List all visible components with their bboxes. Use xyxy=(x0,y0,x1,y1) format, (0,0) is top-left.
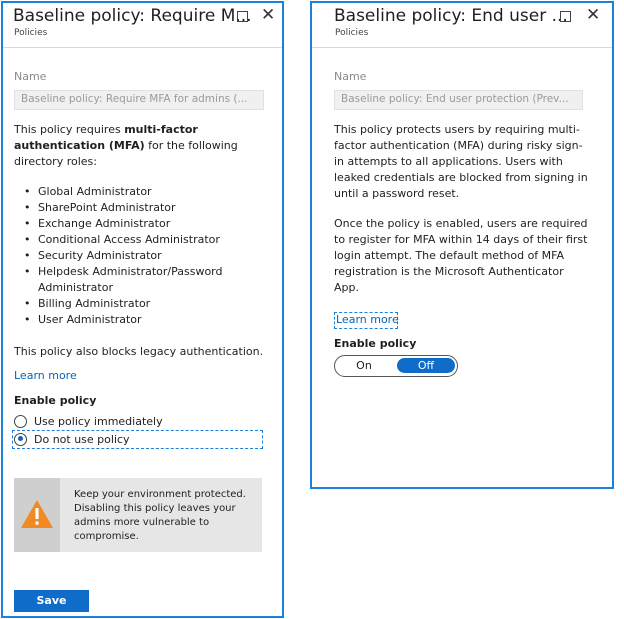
maximize-icon[interactable] xyxy=(237,11,248,22)
learn-more-link[interactable]: Learn more xyxy=(336,313,399,326)
toggle-off-option[interactable]: Off xyxy=(397,358,455,373)
name-field: Baseline policy: Require MFA for admins (... xyxy=(14,90,264,110)
radio-do-not-use-policy[interactable] xyxy=(14,430,130,448)
panel-header xyxy=(3,3,282,48)
panel-header xyxy=(312,3,612,48)
right-policy-panel xyxy=(310,1,614,489)
enable-policy-label: Enable policy xyxy=(14,394,97,407)
warning-text: Keep your environment protected. Disabling this policy leaves your admins more vulnerable to compromise. xyxy=(74,489,246,542)
name-label: Name xyxy=(14,70,47,83)
warning-icon-area xyxy=(14,478,60,552)
desc-bold-text: multi-factor authentication (MFA) xyxy=(14,123,198,152)
name-field: Baseline policy: End user protection (Prev... xyxy=(334,90,583,110)
enable-policy-toggle[interactable] xyxy=(334,355,458,377)
list-item: • User Administrator xyxy=(14,312,244,328)
desc-text-end: for the following directory roles: xyxy=(14,139,238,168)
list-item: • Global Administrator xyxy=(14,184,244,200)
list-item: • Helpdesk Administrator/Password Administrator xyxy=(14,264,244,296)
policy-registration-text: Once the policy is enabled, users are required to register for MFA within 14 days of their first login attempt. The default method of MFA registration is the Microsoft Authenticator App. xyxy=(334,217,588,294)
enable-policy-label: Enable policy xyxy=(334,337,417,350)
learn-more-link[interactable]: Learn more xyxy=(14,369,77,382)
panel-title: Baseline policy: Require M... xyxy=(13,6,252,26)
maximize-icon[interactable] xyxy=(560,11,571,22)
radio-button[interactable] xyxy=(14,415,27,428)
panel-title: Baseline policy: End user ... xyxy=(334,6,568,26)
radio-label: Do not use policy xyxy=(34,432,130,446)
radio-label: Use policy immediately xyxy=(34,414,163,428)
close-icon[interactable]: ✕ xyxy=(261,5,276,25)
panel-subtitle: Policies xyxy=(335,28,369,38)
warning-icon xyxy=(20,499,54,529)
radio-button-selected[interactable] xyxy=(14,433,27,446)
legacy-auth-text: This policy also blocks legacy authentication. xyxy=(14,345,264,358)
left-policy-panel xyxy=(1,1,284,618)
name-label: Name xyxy=(334,70,367,83)
close-icon[interactable]: ✕ xyxy=(586,5,601,25)
policy-description xyxy=(14,122,266,170)
list-item: • Conditional Access Administrator xyxy=(14,232,244,248)
list-item: • Billing Administrator xyxy=(14,296,244,312)
save-button[interactable]: Save xyxy=(14,590,89,612)
radio-use-policy[interactable] xyxy=(14,412,163,430)
list-item: • SharePoint Administrator xyxy=(14,200,244,216)
panel-subtitle: Policies xyxy=(14,28,48,38)
warning-box xyxy=(14,478,262,552)
list-item: • Exchange Administrator xyxy=(14,216,244,232)
roles-list xyxy=(14,184,244,328)
list-item: • Security Administrator xyxy=(14,248,244,264)
toggle-on-option[interactable]: On xyxy=(356,359,372,372)
desc-text: This policy requires xyxy=(14,123,125,136)
policy-description: This policy protects users by requiring multi-factor authentication (MFA) during risky sign-in attempts to all applications. Users with leaked credentials are blocked from signing in until a password reset. xyxy=(334,123,588,200)
